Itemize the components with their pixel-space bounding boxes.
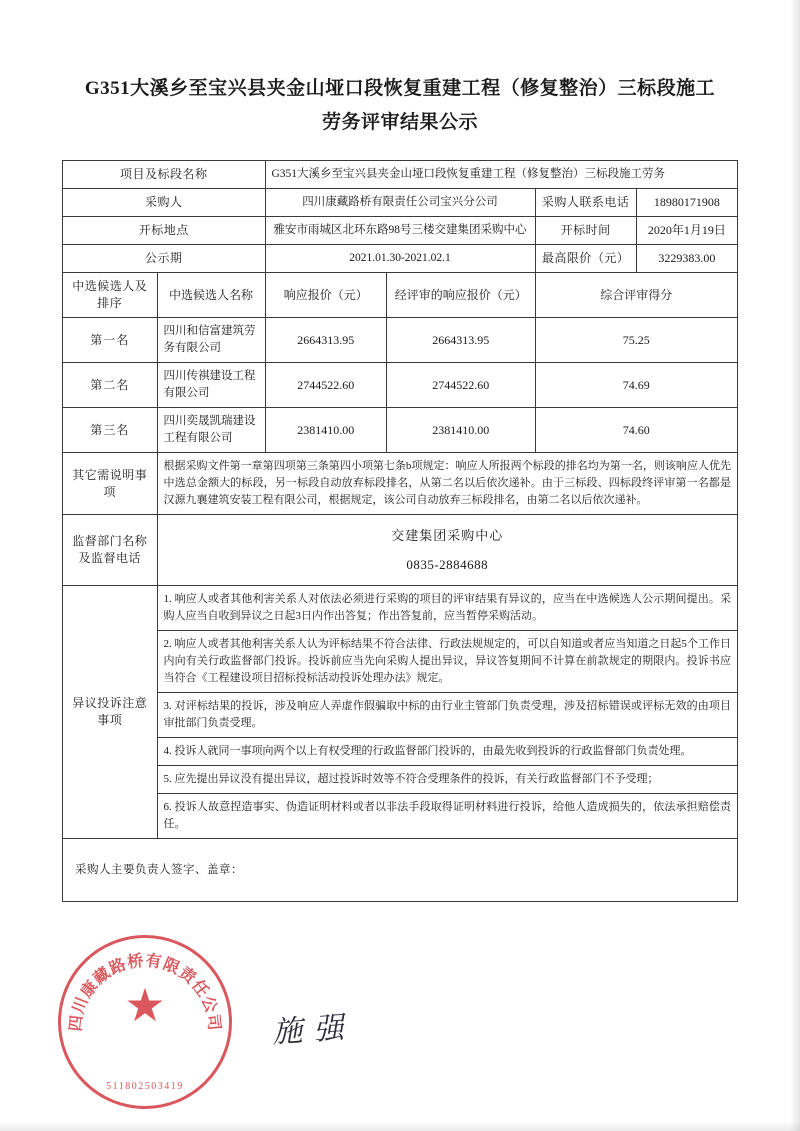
candidate-reviewed: 2381410.00 [387,408,536,453]
table-row [63,363,738,408]
publicity-label: 公示期 [63,245,266,273]
candidate-name [157,318,265,363]
bid-place-value: 雅安市雨城区北环东路98号三楼交建集团采购中心 [265,217,535,245]
candidate-score: 74.60 [535,408,738,453]
objection-item: 2. 响应人或者其他利害关系人认为评标结果不符合法律、行政法规规定的，可以自知道或者应当知道之日起5个工作日内向有关行政监督部门投诉。投诉前应当先向采购人提出异议，异议答复期间不计算在前款规定的期限内。投诉书应当符合《工程建设项目招标投标活动投诉处理办法》规定。 [157,631,738,693]
bid-time-label: 开标时间 [535,217,636,245]
candidate-name [157,408,265,453]
supervision-phone: 0835-2884688 [406,557,489,572]
table-row-objection-6 [63,794,738,839]
candidate-name-text: 四川奕晟凯瑞建设工程有限公司 [163,415,256,444]
objection-item: 5. 应先提出异议没有提出异议，超过投诉时效等不符合受理条件的投诉，有关行政监督部门不予受理； [157,766,738,794]
candidate-name [157,363,265,408]
candidate-rank: 第一名 [63,318,158,363]
max-price-value: 3229383.00 [636,245,737,273]
supervision-label: 监督部门名称及监督电话 [63,515,158,586]
candidate-reviewed: 2664313.95 [387,318,536,363]
seal-arc-text [61,938,229,1106]
table-row-objection-3 [63,693,738,738]
table-row-project [63,161,738,189]
svg-text:四川康藏路桥有限责任公司 [67,951,225,1033]
table-row-signature [63,839,738,902]
objection-item: 6. 投诉人故意捏造事实、伪造证明材料或者以非法手段取得证明材料进行投诉，给他人造成损失的，依法承担赔偿责任。 [157,794,738,839]
candidate-score: 75.25 [535,318,738,363]
signature-label: 采购人主要负责人签字、盖章： [75,863,243,876]
table-row [63,408,738,453]
candidate-score: 74.69 [535,363,738,408]
candidates-row-label: 中选候选人及排序 [63,273,158,318]
seal-code: 511802503419 [106,1081,184,1092]
candidate-rank: 第三名 [63,408,158,453]
table-row-bid-place [63,217,738,245]
candidate-name-text: 四川传祺建设工程有限公司 [163,370,256,399]
table-row [63,318,738,363]
page-title: G351大溪乡至宝兴县夹金山垭口段恢复重建工程（修复整治）三标段施工劳务评审结果公示 [84,78,716,133]
max-price-label: 最高限价（元） [535,245,636,273]
candidate-quote: 2664313.95 [265,318,387,363]
other-notes-label: 其它需说明事项 [63,453,158,515]
purchaser-phone-label: 采购人联系电话 [535,189,636,217]
purchaser-value: 四川康藏路桥有限责任公司宝兴分公司 [265,189,535,217]
supervision-name: 交建集团采购中心 [391,528,504,543]
objection-label: 异议投诉注意事项 [63,586,158,839]
publicity-value: 2021.01.30-2021.02.1 [265,245,535,273]
project-label: 项目及标段名称 [63,161,266,189]
candidate-score-header: 综合评审得分 [535,273,738,318]
supervision-cell [157,515,738,586]
objection-item: 1. 响应人或者其他利害关系人对依法必须进行采购的项目的评审结果有异议的，应当在中选候选人公示期间提出。采购人应当自收到异议之日起3日内作出答复；作出答复前，应当暂停采购活动。 [157,586,738,631]
candidate-rank: 第二名 [63,363,158,408]
bid-place-label: 开标地点 [63,217,266,245]
other-notes-text: 根据采购文件第一章第四项第三条第四小项第七条b项规定：响应人所报两个标段的排名均为第一名，则该响应人优先中选总金额大的标段，另一标段自动放弃标段排名，从第二名以后依次递补。由于三标段、四标段终评审第一名都是汉源九襄建筑安装工程有限公司，根据规定，该公司自动放弃三标段排名，由第二名以后依次递补。 [157,453,738,515]
candidate-name-header: 中选候选人名称 [157,273,265,318]
candidate-reviewed: 2744522.60 [387,363,536,408]
objection-item: 4. 投诉人就同一事项向两个以上有权受理的行政监督部门投诉的，由最先收到投诉的行政监督部门负责处理。 [157,738,738,766]
page-edge-shadow-bottom [0,1121,800,1131]
bid-time-value: 2020年1月19日 [636,217,737,245]
announcement-table [62,160,738,902]
page-edge-shadow-right [790,0,800,1131]
table-row-objection-5 [63,766,738,794]
seal-inner-ring [61,938,229,1106]
candidate-quote: 2744522.60 [265,363,387,408]
table-row-objection-1 [63,586,738,631]
candidate-reviewed-header: 经评审的响应报价（元） [387,273,536,318]
candidate-quote: 2381410.00 [265,408,387,453]
table-row-purchaser [63,189,738,217]
purchaser-phone-value: 18980171908 [636,189,737,217]
candidate-name-text: 四川和信富建筑劳务有限公司 [163,325,256,354]
table-row-other-notes [63,453,738,515]
objection-item: 3. 对评标结果的投诉，涉及响应人弄虚作假骗取中标的由行业主管部门负责受理，涉及招标错误或评标无效的由项目审批部门负责受理。 [157,693,738,738]
signature-cell [63,839,738,902]
project-value: G351大溪乡至宝兴县夹金山垭口段恢复重建工程（修复整治）三标段施工劳务 [265,161,738,189]
handwritten-signature: 施 强 [271,1011,347,1050]
seal-top-text: 四川康藏路桥有限责任公司 [67,952,223,1033]
table-row-objection-4 [63,738,738,766]
candidate-quote-header: 响应报价（元） [265,273,387,318]
table-row-objection-2 [63,631,738,693]
table-row-supervision [63,515,738,586]
purchaser-label: 采购人 [63,189,266,217]
table-row-publicity [63,245,738,273]
table-row-candidate-headers [63,273,738,318]
company-seal-stamp: 四川康藏路桥有限责任公司 ★ 511802503419 [58,935,232,1109]
